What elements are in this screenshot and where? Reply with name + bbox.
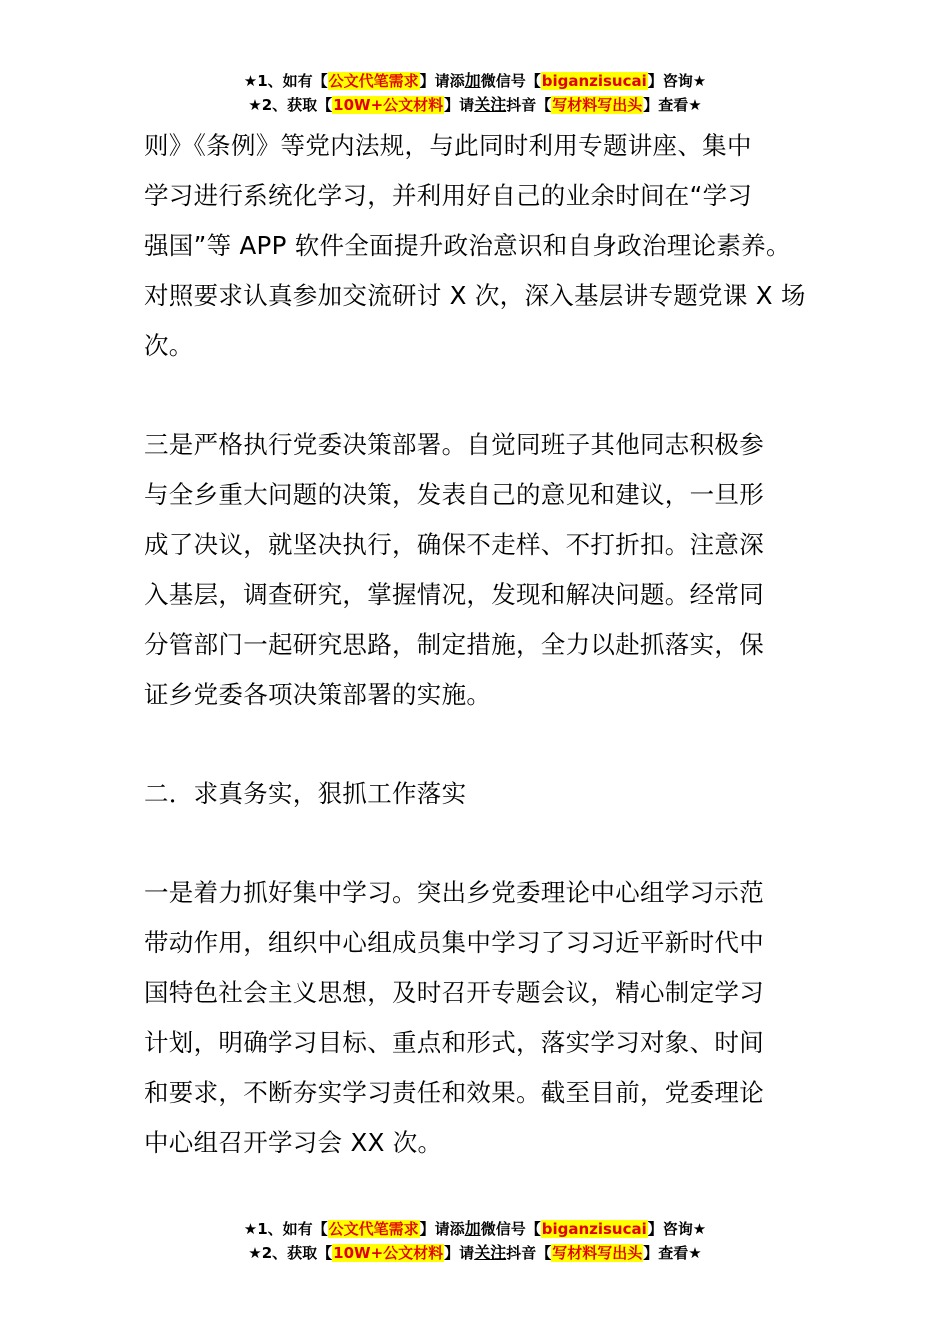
banner-text: 】咨询 — [647, 72, 693, 90]
document-body — [144, 121, 824, 1168]
star-icon: ★ — [248, 96, 262, 114]
banner-text: 2、获取【 — [261, 96, 333, 114]
star-icon: ★ — [248, 1244, 262, 1262]
paragraph-study: 则》《条例》等党内法规，与此同时利用专题讲座、集中 学习进行系统化学习，并利用好自己的业余时间在“学习 强国”等 APP 软件全面提升政治意识和自身政治理论素养。 对照要求认真参加交流研讨 X 次，深入基层讲专题党课 X 场 次。 — [144, 131, 806, 360]
banner-text: 】查看 — [643, 1244, 689, 1262]
banner-text: 】请 — [444, 96, 475, 114]
paragraph-decision-execution: 三是严格执行党委决策部署。自觉同班子其他同志积极参 与全乡重大问题的决策，发表自己的意见和建议，一旦形 成了决议，就坚决执行，确保不走样、不打折扣。注意深 入基层，调查研究，掌握情况，发现和解决问题。经常同 分管部门一起研究思路，制定措施，全力以赴抓落实，保 证乡党委各项决策部署的实施。 — [144, 430, 764, 709]
paragraph-central-study: 一是着力抓好集中学习。突出乡党委理论中心组学习示范 带动作用，组织中心组成员集中学习了习习近平新时代中 国特色社会主义思想，及时召开专题会议，精心制定学习 计划，明确学习目标、重点和形式，落实学习对象、时间 和要求，不断夯实学习责任和效果。截至目前，党委理论 中心组召开学习会 XX 次。 — [144, 878, 764, 1157]
highlight-service: 公文代笔需求 — [328, 1220, 419, 1238]
star-icon: ★ — [688, 96, 702, 114]
highlight-materials: 10W+公文材料 — [333, 1244, 444, 1262]
star-icon: ★ — [243, 1220, 258, 1238]
emphasis-text: 关注 — [474, 1243, 507, 1262]
banner-text: 抖音【 — [506, 1244, 552, 1262]
banner-text: 】请添 — [419, 72, 465, 90]
banner-text: 】咨询 — [647, 1220, 693, 1238]
highlight-materials: 10W+公文材料 — [333, 96, 444, 114]
banner-text: 】查看 — [643, 96, 689, 114]
banner-line-1 — [0, 69, 950, 93]
highlight-douyin-account: 写材料写出头 — [552, 1244, 643, 1262]
emphasis-text: 加 — [464, 1219, 481, 1238]
banner-line-1 — [0, 1217, 950, 1241]
banner-text: 抖音【 — [506, 96, 552, 114]
banner-text: 微信号【 — [480, 72, 541, 90]
emphasis-text: 加 — [464, 71, 481, 90]
banner-text: 微信号【 — [480, 1220, 541, 1238]
star-icon: ★ — [692, 1220, 707, 1238]
star-icon: ★ — [692, 72, 707, 90]
star-icon: ★ — [243, 72, 258, 90]
highlight-douyin-account: 写材料写出头 — [552, 96, 643, 114]
banner-text: 1、如有【 — [257, 1220, 328, 1238]
footer-banner — [0, 1217, 950, 1265]
banner-text: 】请添 — [419, 1220, 465, 1238]
banner-line-2 — [0, 93, 950, 117]
banner-text: 】请 — [444, 1244, 475, 1262]
banner-line-2 — [0, 1241, 950, 1265]
section-heading: 二．求真务实，狠抓工作落实 — [144, 779, 467, 808]
header-banner — [0, 69, 950, 117]
banner-text: 2、获取【 — [261, 1244, 333, 1262]
banner-text: 1、如有【 — [257, 72, 328, 90]
emphasis-text: 关注 — [474, 95, 507, 114]
highlight-wechat-id: biganzisucai — [541, 72, 647, 90]
highlight-wechat-id: biganzisucai — [541, 1220, 647, 1238]
star-icon: ★ — [688, 1244, 702, 1262]
highlight-service: 公文代笔需求 — [328, 72, 419, 90]
